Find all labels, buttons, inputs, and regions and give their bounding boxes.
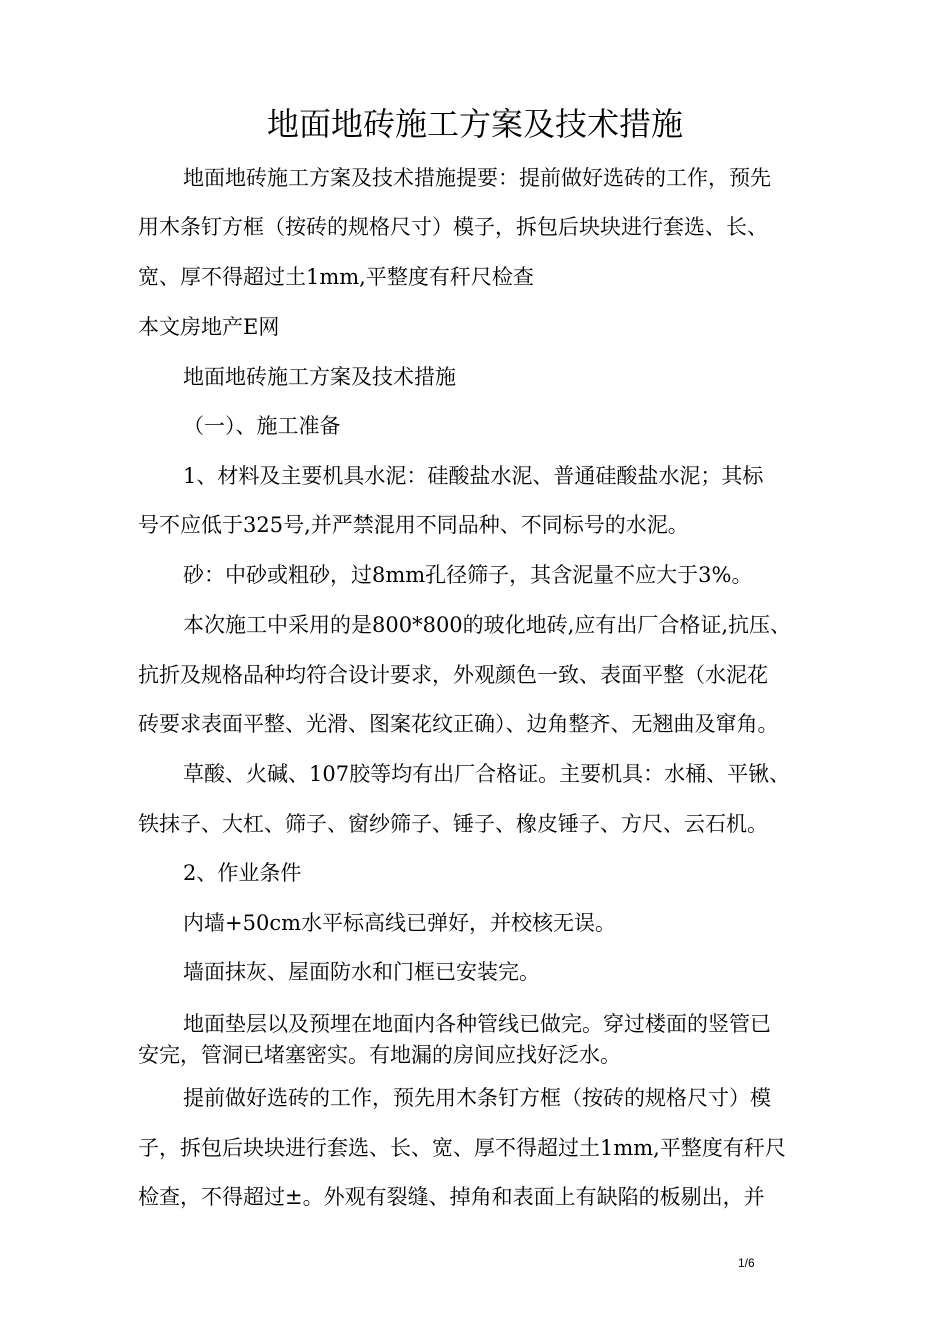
paragraph-line: 宽、厚不得超过土1mm,平整度有秆尺检查 [138,265,534,289]
document-title: 地面地砖施工方案及技术措施 [266,105,683,143]
paragraph-line: 内墙+50cm水平标高线已弹好，并校核无误。 [183,911,616,935]
paragraph-line: 砖要求表面平整、光滑、图案花纹正确）、边角整齐、无翘曲及窜角。 [138,712,779,736]
paragraph-line: 提前做好选砖的工作，预先用木条钉方框（按砖的规格尺寸）模 [183,1086,771,1110]
paragraph-line: 1、材料及主要机具水泥：硅酸盐水泥、普通硅酸盐水泥；其标 [183,464,764,488]
page-number: 1/6 [738,1256,755,1270]
paragraph-line: 铁抹子、大杠、筛子、窗纱筛子、锤子、橡皮锤子、方尺、云石机。 [138,812,768,836]
paragraph-line: 子，拆包后块块进行套选、长、宽、厚不得超过土1mm,平整度有秆尺 [138,1136,786,1160]
paragraph-line: 检查，不得超过±。外观有裂缝、掉角和表面上有缺陷的板剔出，并 [138,1185,765,1209]
subsection-heading: 2、作业条件 [183,861,302,885]
section-heading: 地面地砖施工方案及技术措施 [183,365,456,389]
paragraph-line: 本文房地产E网 [138,315,280,339]
paragraph-line: 地面垫层以及预埋在地面内各种管线已做完。穿过楼面的竖管已 [183,1012,771,1036]
paragraph-line: 号不应低于325号,并严禁混用不同品种、不同标号的水泥。 [138,513,689,537]
paragraph-line: 用木条钉方框（按砖的规格尺寸）模子，拆包后块块进行套选、长、 [138,215,768,239]
paragraph-line: 砂：中砂或粗砂，过8mm孔径筛子，其含泥量不应大于3%。 [183,563,753,587]
paragraph-line: 草酸、火碱、107胶等均有出厂合格证。主要机具：水桶、平锹、 [183,762,791,786]
paragraph-line: 本次施工中采用的是800*800的玻化地砖,应有出厂合格证,抗压、 [183,613,792,637]
subsection-heading: （一）、施工准备 [183,414,341,438]
paragraph-line: 墙面抹灰、屋面防水和门框已安装完。 [183,960,540,984]
paragraph-line: 地面地砖施工方案及技术措施提要：提前做好选砖的工作，预先 [183,166,771,190]
paragraph-line: 安完，管洞已堵塞密实。有地漏的房间应找好泛水。 [138,1043,621,1067]
paragraph-line: 抗折及规格品种均符合设计要求，外观颜色一致、表面平整（水泥花 [138,663,768,687]
